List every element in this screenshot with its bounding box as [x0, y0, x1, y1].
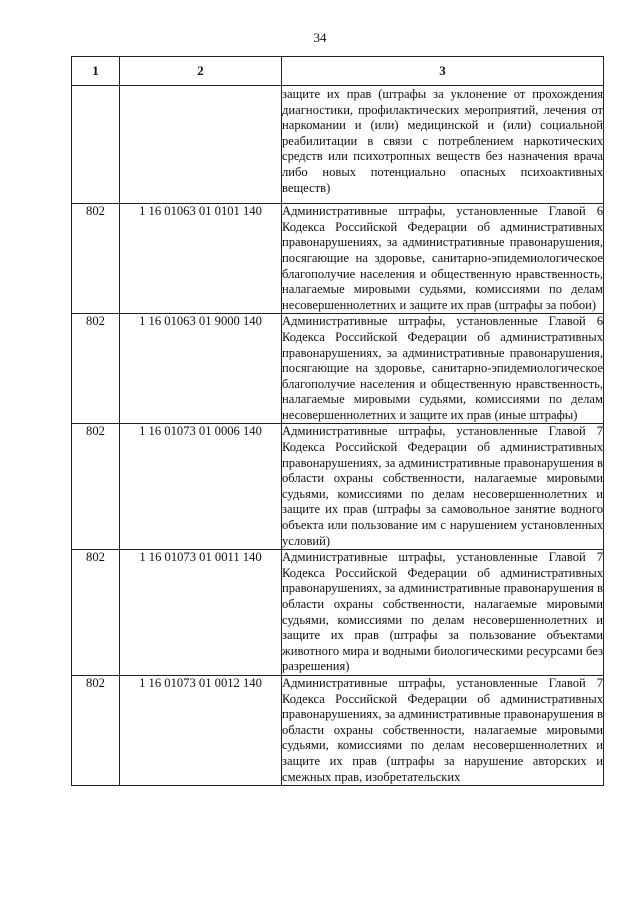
table-header-row [72, 57, 604, 86]
table-row [72, 86, 604, 204]
budget-code-cell: 1 16 01063 01 9000 140 [120, 314, 282, 424]
table-row [72, 204, 604, 314]
description-cell [282, 204, 604, 314]
description-cell [282, 550, 604, 676]
description-text: Административные штрафы, установленные Главой 6 Кодекса Российской Федерации об административных правонарушениях, за административные правонарушения, посягающие на здоровье, санитарно-эпидемиологическое благополучие населения и общественную нравственность, налагаемые мировыми судьями, комиссиями по делам несовершеннолетних и защите их прав (штрафы за побои) [282, 204, 603, 312]
revenue-codes-table [71, 56, 604, 786]
budget-code-cell [120, 86, 282, 204]
description-text: Административные штрафы, установленные Главой 7 Кодекса Российской Федерации об административных правонарушениях, за административные правонарушения в области охраны собственности, налагаемые мировыми судьями, комиссиями по делам несовершеннолетних и защите их прав (штрафы за самовольное занятие водного объекта или пользование им с нарушением установленных условий) [282, 424, 603, 548]
description-cell [282, 424, 604, 550]
description-text: Административные штрафы, установленные Главой 7 Кодекса Российской Федерации об административных правонарушениях, за административные правонарушения в области охраны собственности, налагаемые мировыми судьями, комиссиями по делам несовершеннолетних и защите их прав (штрафы за пользование объектами животного мира и водными биологическими ресурсами без разрешения) [282, 550, 603, 674]
column-header-1: 1 [72, 57, 120, 86]
table-row [72, 675, 604, 785]
table-row [72, 314, 604, 424]
table-row [72, 424, 604, 550]
admin-code-cell: 802 [72, 314, 120, 424]
column-header-3: 3 [282, 57, 604, 86]
description-cell [282, 314, 604, 424]
admin-code-cell: 802 [72, 550, 120, 676]
admin-code-cell: 802 [72, 675, 120, 785]
admin-code-cell: 802 [72, 424, 120, 550]
budget-code-cell: 1 16 01063 01 0101 140 [120, 204, 282, 314]
description-text: защите их прав (штрафы за уклонение от прохождения диагностики, профилактических мероприятий, лечения от наркомании и (или) медицинской и (или) социальной реабилитации в связи с потреблением наркотических средств или психотропных веществ без назначения врача либо новых потенциально опасных психоактивных веществ) [282, 87, 603, 195]
column-header-2: 2 [120, 57, 282, 86]
description-cell [282, 675, 604, 785]
table-row [72, 550, 604, 676]
budget-code-cell: 1 16 01073 01 0006 140 [120, 424, 282, 550]
description-cell [282, 86, 604, 204]
admin-code-cell [72, 86, 120, 204]
budget-code-cell: 1 16 01073 01 0012 140 [120, 675, 282, 785]
description-text: Административные штрафы, установленные Главой 6 Кодекса Российской Федерации об административных правонарушениях, за административные правонарушения, посягающие на здоровье, санитарно-эпидемиологическое благополучие населения и общественную нравственность, налагаемые мировыми судьями, комиссиями по делам несовершеннолетних и защите их прав (иные штрафы) [282, 314, 603, 422]
budget-code-cell: 1 16 01073 01 0011 140 [120, 550, 282, 676]
page-number: 34 [313, 30, 327, 45]
description-text: Административные штрафы, установленные Главой 7 Кодекса Российской Федерации об административных правонарушениях, за административные правонарушения в области охраны собственности, налагаемые мировыми судьями, комиссиями по делам несовершеннолетних и защите их прав (штрафы за нарушение авторских и смежных прав, изобретательских [282, 675, 603, 784]
admin-code-cell: 802 [72, 204, 120, 314]
